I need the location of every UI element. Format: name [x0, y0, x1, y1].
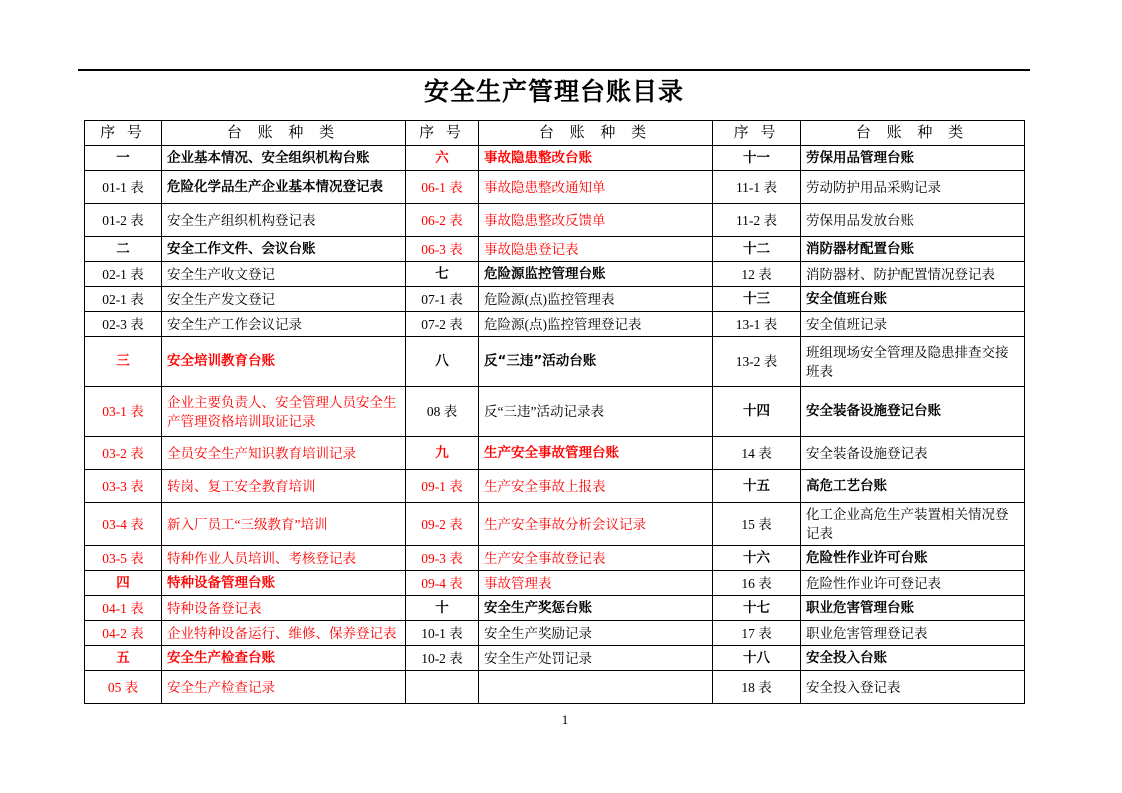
cell-number-2: 08 表: [406, 387, 479, 437]
table-row: [85, 621, 1025, 646]
table-row: [85, 437, 1025, 470]
cell-kind-2: 生产安全事故登记表: [479, 546, 713, 571]
page-number-value: 1: [561, 712, 569, 727]
cell-number-1: 03-4 表: [85, 503, 162, 546]
cell-kind-3: 劳保用品发放台账: [801, 204, 1025, 237]
header-num-1: 序 号: [85, 121, 162, 146]
cell-kind-2: 事故隐患整改台账: [479, 146, 713, 171]
table-row: [85, 287, 1025, 312]
cell-kind-2: 反“三违”活动台账: [479, 337, 713, 387]
cell-kind-2: 反“三违”活动记录表: [479, 387, 713, 437]
cell-number-2: 09-2 表: [406, 503, 479, 546]
table-row: [85, 146, 1025, 171]
table-row: [85, 596, 1025, 621]
cell-number-1: 04-2 表: [85, 621, 162, 646]
cell-kind-1: 危险化学品生产企业基本情况登记表: [162, 171, 406, 204]
cell-number-3: 13-2 表: [713, 337, 801, 387]
cell-kind-2: 事故隐患登记表: [479, 237, 713, 262]
cell-kind-1: 特种设备登记表: [162, 596, 406, 621]
cell-kind-1: 特种设备管理台账: [162, 571, 406, 596]
cell-kind-1: 全员安全生产知识教育培训记录: [162, 437, 406, 470]
table-row: [85, 387, 1025, 437]
cell-number-1: 四: [85, 571, 162, 596]
cell-number-2: 06-2 表: [406, 204, 479, 237]
table-row: [85, 546, 1025, 571]
header-num-2: 序 号: [406, 121, 479, 146]
cell-number-1: 01-1 表: [85, 171, 162, 204]
cell-number-2: 10-1 表: [406, 621, 479, 646]
cell-number-3: 十四: [713, 387, 801, 437]
header-num-3: 序 号: [713, 121, 801, 146]
cell-kind-3: 班组现场安全管理及隐患排查交接班表: [801, 337, 1025, 387]
cell-number-1: 04-1 表: [85, 596, 162, 621]
cell-number-1: 05 表: [85, 671, 162, 704]
cell-kind-2: 生产安全事故上报表: [479, 470, 713, 503]
cell-kind-2: 生产安全事故管理台账: [479, 437, 713, 470]
cell-kind-3: 安全值班台账: [801, 287, 1025, 312]
cell-kind-3: 劳动防护用品采购记录: [801, 171, 1025, 204]
header-rule: [78, 69, 1030, 71]
cell-number-1: 03-1 表: [85, 387, 162, 437]
cell-kind-3: 安全装备设施登记台账: [801, 387, 1025, 437]
cell-number-3: 15 表: [713, 503, 801, 546]
table-row: [85, 671, 1025, 704]
cell-number-3: 十五: [713, 470, 801, 503]
cell-kind-1: 企业基本情况、安全组织机构台账: [162, 146, 406, 171]
cell-kind-3: 安全值班记录: [801, 312, 1025, 337]
cell-number-3: 十二: [713, 237, 801, 262]
cell-kind-2: 安全生产奖励记录: [479, 621, 713, 646]
cell-kind-3: 危险性作业许可登记表: [801, 571, 1025, 596]
cell-number-2: 七: [406, 262, 479, 287]
cell-kind-3: 安全投入台账: [801, 646, 1025, 671]
cell-kind-3: 职业危害管理台账: [801, 596, 1025, 621]
cell-kind-2: 危险源(点)监控管理登记表: [479, 312, 713, 337]
cell-number-3: 16 表: [713, 571, 801, 596]
cell-kind-2: [479, 671, 713, 704]
header-kind-2: 台 账 种 类: [479, 121, 713, 146]
cell-number-2: 09-3 表: [406, 546, 479, 571]
cell-number-1: 三: [85, 337, 162, 387]
cell-kind-2: 危险源(点)监控管理表: [479, 287, 713, 312]
cell-kind-1: 企业主要负责人、安全管理人员安全生产管理资格培训取证记录: [162, 387, 406, 437]
cell-kind-3: 安全装备设施登记表: [801, 437, 1025, 470]
header-kind-3: 台 账 种 类: [801, 121, 1025, 146]
cell-kind-3: 安全投入登记表: [801, 671, 1025, 704]
cell-kind-1: 安全生产检查记录: [162, 671, 406, 704]
cell-kind-3: 高危工艺台账: [801, 470, 1025, 503]
cell-number-2: 六: [406, 146, 479, 171]
table-row: [85, 571, 1025, 596]
cell-number-1: 01-2 表: [85, 204, 162, 237]
table-row: [85, 503, 1025, 546]
cell-kind-1: 转岗、复工安全教育培训: [162, 470, 406, 503]
cell-kind-2: 事故管理表: [479, 571, 713, 596]
cell-number-3: 13-1 表: [713, 312, 801, 337]
cell-kind-3: 危险性作业许可台账: [801, 546, 1025, 571]
cell-kind-2: 事故隐患整改反馈单: [479, 204, 713, 237]
cell-number-1: 03-5 表: [85, 546, 162, 571]
cell-kind-1: 安全生产工作会议记录: [162, 312, 406, 337]
cell-number-2: 06-3 表: [406, 237, 479, 262]
cell-number-1: 02-3 表: [85, 312, 162, 337]
cell-number-3: 14 表: [713, 437, 801, 470]
cell-number-3: 十三: [713, 287, 801, 312]
table-row: [85, 470, 1025, 503]
table-row: [85, 237, 1025, 262]
cell-number-1: 02-1 表: [85, 287, 162, 312]
cell-number-2: 09-4 表: [406, 571, 479, 596]
cell-number-3: 十六: [713, 546, 801, 571]
page-title: 安全生产管理台账目录: [423, 77, 684, 106]
cell-kind-1: 安全培训教育台账: [162, 337, 406, 387]
cell-kind-3: 消防器材配置台账: [801, 237, 1025, 262]
cell-number-1: 二: [85, 237, 162, 262]
cell-number-2: 八: [406, 337, 479, 387]
cell-number-3: 十七: [713, 596, 801, 621]
cell-kind-3: 化工企业高危生产装置相关情况登记表: [801, 503, 1025, 546]
cell-kind-3: 职业危害管理登记表: [801, 621, 1025, 646]
header-kind-1: 台 账 种 类: [162, 121, 406, 146]
cell-number-3: 17 表: [713, 621, 801, 646]
cell-number-1: 一: [85, 146, 162, 171]
cell-number-2: 07-2 表: [406, 312, 479, 337]
cell-kind-2: 安全生产处罚记录: [479, 646, 713, 671]
cell-number-3: 十八: [713, 646, 801, 671]
cell-number-1: 02-1 表: [85, 262, 162, 287]
cell-kind-2: 生产安全事故分析会议记录: [479, 503, 713, 546]
cell-kind-2: 危险源监控管理台账: [479, 262, 713, 287]
cell-number-2: 九: [406, 437, 479, 470]
cell-number-3: 11-1 表: [713, 171, 801, 204]
cell-number-2: 06-1 表: [406, 171, 479, 204]
cell-kind-1: 特种作业人员培训、考核登记表: [162, 546, 406, 571]
table-row: [85, 204, 1025, 237]
cell-number-2: 07-1 表: [406, 287, 479, 312]
cell-number-1: 03-2 表: [85, 437, 162, 470]
cell-kind-1: 企业特种设备运行、维修、保养登记表: [162, 621, 406, 646]
cell-number-1: 03-3 表: [85, 470, 162, 503]
cell-number-2: 十: [406, 596, 479, 621]
cell-number-1: 五: [85, 646, 162, 671]
cell-kind-2: 安全生产奖惩台账: [479, 596, 713, 621]
cell-kind-1: 新入厂员工“三级教育”培训: [162, 503, 406, 546]
ledger-directory-table: [84, 120, 1025, 704]
cell-kind-1: 安全生产发文登记: [162, 287, 406, 312]
cell-kind-2: 事故隐患整改通知单: [479, 171, 713, 204]
table-row: [85, 312, 1025, 337]
table-row: [85, 646, 1025, 671]
table-row: [85, 262, 1025, 287]
cell-number-3: 11-2 表: [713, 204, 801, 237]
table-row: [85, 171, 1025, 204]
cell-number-3: 18 表: [713, 671, 801, 704]
cell-number-3: 12 表: [713, 262, 801, 287]
cell-number-2: [406, 671, 479, 704]
cell-kind-3: 劳保用品管理台账: [801, 146, 1025, 171]
cell-number-3: 十一: [713, 146, 801, 171]
table-row: [85, 337, 1025, 387]
table-header-row: [85, 121, 1025, 146]
cell-kind-1: 安全生产收文登记: [162, 262, 406, 287]
cell-number-2: 10-2 表: [406, 646, 479, 671]
cell-kind-1: 安全生产检查台账: [162, 646, 406, 671]
cell-kind-3: 消防器材、防护配置情况登记表: [801, 262, 1025, 287]
cell-kind-1: 安全生产组织机构登记表: [162, 204, 406, 237]
cell-kind-1: 安全工作文件、会议台账: [162, 237, 406, 262]
table-body: [85, 121, 1025, 704]
page-number: [0, 712, 1122, 728]
cell-number-2: 09-1 表: [406, 470, 479, 503]
